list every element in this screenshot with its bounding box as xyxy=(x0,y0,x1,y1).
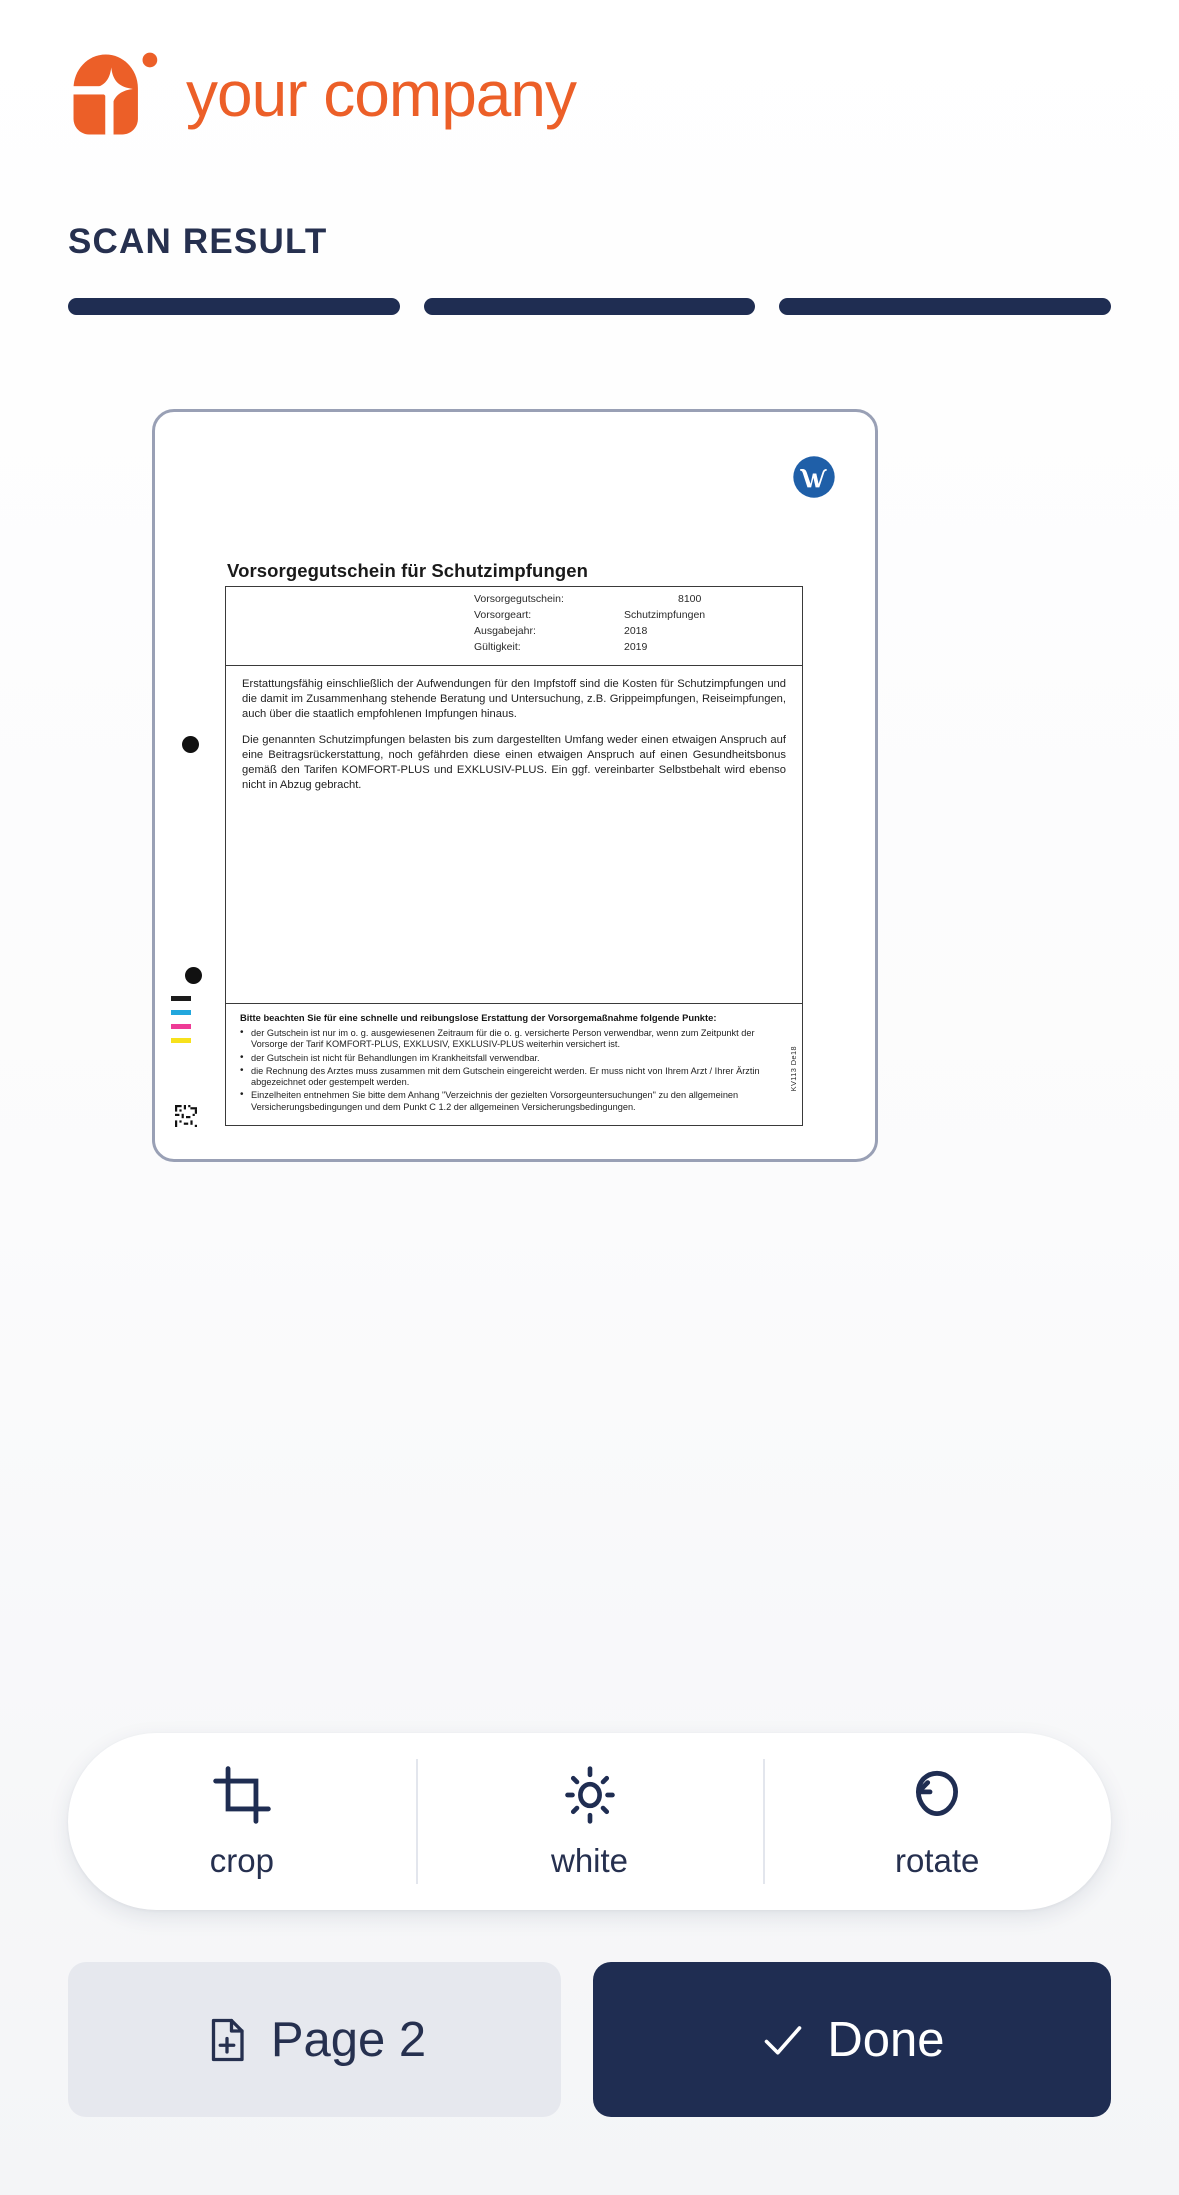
document-side-code: KV113 De18 xyxy=(789,1045,798,1091)
document-paragraph: Erstattungsfähig einschließlich der Aufwendungen für den Impfstoff sind die Kosten für Schutzimpfungen und die damit im Zusammenhang stehende Beratung und Untersuchung, z.B. Grippeimpfungen, Reiseimpfungen, auch über die staatlich empfohlenen Impfungen hinaus. xyxy=(242,678,786,720)
table-row xyxy=(474,609,784,621)
list-item: • Einzelheiten entnehmen Sie bitte dem Anhang "Verzeichnis der gezielten Vorsorgeuntersuchungen" zu den allgemeinen Versicherungsbedingungen und dem Punkt C 1.2 der allgemeinen Versicherungsbedingungen. xyxy=(240,1090,788,1113)
table-row xyxy=(474,641,784,653)
list-item: • der Gutschein ist nicht für Behandlungen im Krankheitsfall verwendbar. xyxy=(240,1053,788,1065)
punch-hole-mark-icon xyxy=(185,967,202,984)
meta-value: Schutzimpfungen xyxy=(624,609,706,621)
step-indicator-1 xyxy=(68,298,400,315)
step-indicator-3 xyxy=(779,298,1111,315)
scanned-document-preview[interactable] xyxy=(152,409,878,1162)
brightness-sun-icon xyxy=(559,1764,621,1826)
document-meta-table xyxy=(474,593,784,657)
meta-value: 2018 xyxy=(624,625,648,637)
add-page-label: Page 2 xyxy=(270,2012,427,2067)
page-title: SCAN RESULT xyxy=(68,222,328,261)
step-indicator-2 xyxy=(424,298,756,315)
document-notes xyxy=(226,1003,802,1125)
list-item: • der Gutschein ist nur im o. g. ausgewiesenen Zeitraum für die o. g. versicherte Person verwendbar, wenn zum Zeitpunkt der Vorsorge der Tarif KOMFORT-PLUS, EXKLUSIV, EXKLUSIV-PLUS weiterhin versichert ist. xyxy=(240,1028,788,1051)
white-balance-button[interactable] xyxy=(416,1733,764,1910)
brand-header xyxy=(68,48,576,140)
document-body-frame xyxy=(225,586,803,1126)
punch-hole-mark-icon xyxy=(182,736,199,753)
color-calibration-bar xyxy=(171,1010,191,1015)
meta-key: Ausgabejahr: xyxy=(474,625,536,637)
notes-heading: Bitte beachten Sie für eine schnelle und reibungslose Erstattung der Vorsorgemaßnahme folgende Punkte: xyxy=(240,1011,717,1023)
meta-value: 2019 xyxy=(624,641,648,653)
divider xyxy=(226,665,802,666)
notes-list xyxy=(240,1028,788,1114)
document-title: Vorsorgegutschein für Schutzimpfungen xyxy=(227,560,589,581)
color-calibration-bar xyxy=(171,1038,191,1043)
color-calibration-bar xyxy=(171,1024,191,1029)
crop-label: crop xyxy=(209,1841,274,1879)
company-arch-star-logo-icon xyxy=(68,48,160,140)
white-balance-label: white xyxy=(550,1841,629,1879)
meta-key: Gültigkeit: xyxy=(474,641,521,653)
rotate-button[interactable] xyxy=(763,1733,1111,1910)
color-calibration-bar xyxy=(171,996,191,1001)
bottom-actions xyxy=(68,1962,1111,2117)
document-paragraph: Die genannten Schutzimpfungen belasten bis zum dargestellten Umfang weder einen etwaigen Anspruch auf eine Beitragsrückerstattung, noch gefährden diese einen etwaigen Anspruch auf einen Gesundheitsbonus gemäß den Tarifen KOMFORT-PLUS und EXKLUSIV-PLUS. Ein ggf. vereinbarter Selbstbehalt wird ebenso nicht in Abzug gebracht. xyxy=(242,734,786,791)
edit-toolbar xyxy=(68,1733,1111,1910)
rotate-counterclockwise-icon xyxy=(906,1764,968,1826)
done-button[interactable] xyxy=(593,1962,1111,2117)
document-body-text xyxy=(242,677,786,793)
table-row xyxy=(474,593,784,605)
step-progress xyxy=(68,298,1111,315)
scanned-page xyxy=(169,424,865,1153)
add-page-button[interactable] xyxy=(68,1962,561,2117)
done-label: Done xyxy=(827,2012,945,2067)
list-item: • die Rechnung des Arztes muss zusammen mit dem Gutschein eingereicht werden. Er muss nicht von Ihrem Arzt / Ihrer Ärztin abgezeichnet oder gestempelt werden. xyxy=(240,1066,788,1089)
document-plus-icon xyxy=(203,2016,251,2064)
checkmark-icon xyxy=(759,2016,807,2064)
rotate-label: rotate xyxy=(894,1841,980,1879)
meta-key: Vorsorgegutschein: xyxy=(474,593,564,605)
crop-button[interactable] xyxy=(68,1733,416,1910)
meta-value: 8100 xyxy=(678,593,702,605)
meta-key: Vorsorgeart: xyxy=(474,609,532,621)
crop-icon xyxy=(211,1764,273,1826)
table-row xyxy=(474,625,784,637)
brand-name: your company xyxy=(186,58,576,130)
